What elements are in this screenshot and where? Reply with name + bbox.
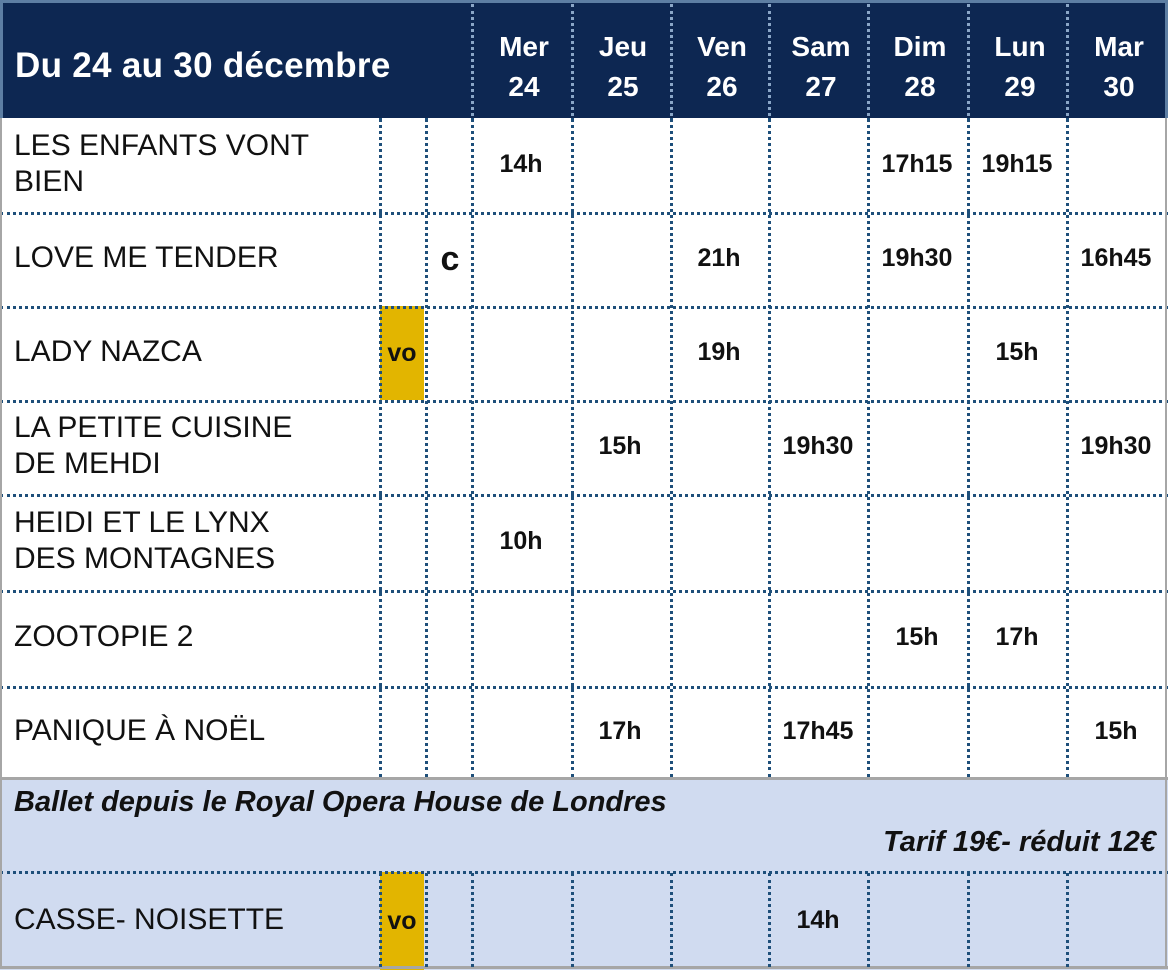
film-title: LOVE ME TENDER (14, 241, 279, 274)
grid-line (0, 212, 1168, 215)
film-title: ZOOTOPIE 2 (14, 620, 194, 653)
day-name: Mar (1094, 31, 1144, 62)
grid-line (0, 686, 1168, 689)
grid-line (967, 873, 970, 967)
film-title: BIEN (14, 165, 85, 198)
grid-line (768, 873, 771, 967)
film-title: DES MONTAGNES (14, 542, 276, 575)
film-row (0, 400, 1168, 494)
day-header-5 (970, 27, 1070, 107)
showtime[interactable]: 17h45 (782, 717, 854, 745)
grid-line (670, 118, 673, 778)
showtime[interactable]: 15h (995, 338, 1039, 366)
grid-line (0, 306, 1168, 309)
showtime[interactable]: 15h (895, 623, 939, 651)
section-border (0, 966, 1168, 969)
grid-line (768, 118, 771, 778)
header-divider (670, 4, 673, 116)
schedule-title: Du 24 au 30 décembre (15, 46, 391, 85)
grid-line (1066, 118, 1069, 778)
film-row (0, 118, 1168, 212)
day-name: Ven (697, 31, 747, 62)
showtime[interactable]: 17h15 (881, 150, 953, 178)
header-divider (967, 4, 970, 116)
header-divider (867, 4, 870, 116)
film-row (0, 590, 1168, 686)
day-number: 24 (508, 71, 540, 102)
grid-line (1066, 873, 1069, 967)
day-name: Jeu (598, 31, 648, 62)
showtime[interactable]: 17h (995, 623, 1039, 651)
table-border (0, 118, 2, 968)
vo-badge: vo (380, 872, 424, 970)
grid-line (571, 118, 574, 778)
grid-line (425, 118, 428, 778)
film-title: LADY NAZCA (14, 335, 202, 368)
day-header-0 (474, 27, 574, 107)
day-header-6 (1069, 27, 1168, 107)
ballet-heading: Ballet depuis le Royal Opera House de Londres (14, 786, 667, 818)
day-number: 28 (904, 71, 936, 102)
header-divider (1066, 4, 1069, 116)
grid-line (571, 873, 574, 967)
c-flag: c (440, 240, 460, 278)
showtime[interactable]: 19h30 (1080, 432, 1152, 460)
grid-line (379, 118, 382, 778)
day-number: 27 (805, 71, 837, 102)
grid-line (867, 118, 870, 778)
section-border (0, 777, 1168, 780)
film-title: CASSE- NOISETTE (14, 903, 285, 936)
showtime[interactable]: 15h (1094, 717, 1138, 745)
day-name: Sam (791, 31, 851, 62)
day-number: 25 (607, 71, 639, 102)
grid-line (670, 873, 673, 967)
film-title: LES ENFANTS VONT (14, 129, 310, 162)
day-header-3 (771, 27, 871, 107)
film-title: LA PETITE CUISINE (14, 411, 293, 444)
showtime[interactable]: 19h (697, 338, 741, 366)
showtime[interactable]: 19h15 (981, 150, 1053, 178)
film-title: HEIDI ET LE LYNX (14, 506, 270, 539)
grid-line (425, 873, 428, 967)
table-border (1165, 118, 1167, 968)
day-name: Dim (893, 31, 947, 62)
showtime[interactable]: 14h (796, 906, 840, 934)
film-row (0, 872, 1168, 970)
film-row (0, 686, 1168, 778)
grid-line (379, 873, 382, 967)
ballet-price: Tarif 19€- réduit 12€ (883, 826, 1156, 858)
grid-line (0, 400, 1168, 403)
film-title: DE MEHDI (14, 447, 161, 480)
day-number: 30 (1103, 71, 1135, 102)
header-divider (571, 4, 574, 116)
film-row (0, 494, 1168, 590)
header-divider (471, 4, 474, 116)
header-divider (768, 4, 771, 116)
day-header-1 (573, 27, 673, 107)
film-row (0, 212, 1168, 306)
day-header-2 (672, 27, 772, 107)
grid-line (471, 118, 474, 778)
grid-line (867, 873, 870, 967)
showtime[interactable]: 16h45 (1080, 244, 1152, 272)
showtime[interactable]: 19h30 (881, 244, 953, 272)
showtime[interactable]: 15h (598, 432, 642, 460)
grid-line (0, 590, 1168, 593)
grid-line (0, 871, 1168, 874)
showtime[interactable]: 10h (499, 527, 543, 555)
schedule-header (0, 0, 1168, 118)
vo-badge: vo (380, 306, 424, 400)
showtime[interactable]: 14h (499, 150, 543, 178)
film-row (0, 306, 1168, 400)
day-name: Mer (499, 31, 549, 62)
day-name: Lun (994, 31, 1046, 62)
day-header-4 (870, 27, 970, 107)
day-number: 29 (1004, 71, 1036, 102)
grid-line (471, 873, 474, 967)
showtime[interactable]: 19h30 (782, 432, 854, 460)
day-number: 26 (706, 71, 738, 102)
film-title: PANIQUE À NOËL (14, 714, 266, 747)
showtime[interactable]: 17h (598, 717, 642, 745)
showtime[interactable]: 21h (697, 244, 741, 272)
grid-line (0, 494, 1168, 497)
grid-line (967, 118, 970, 778)
